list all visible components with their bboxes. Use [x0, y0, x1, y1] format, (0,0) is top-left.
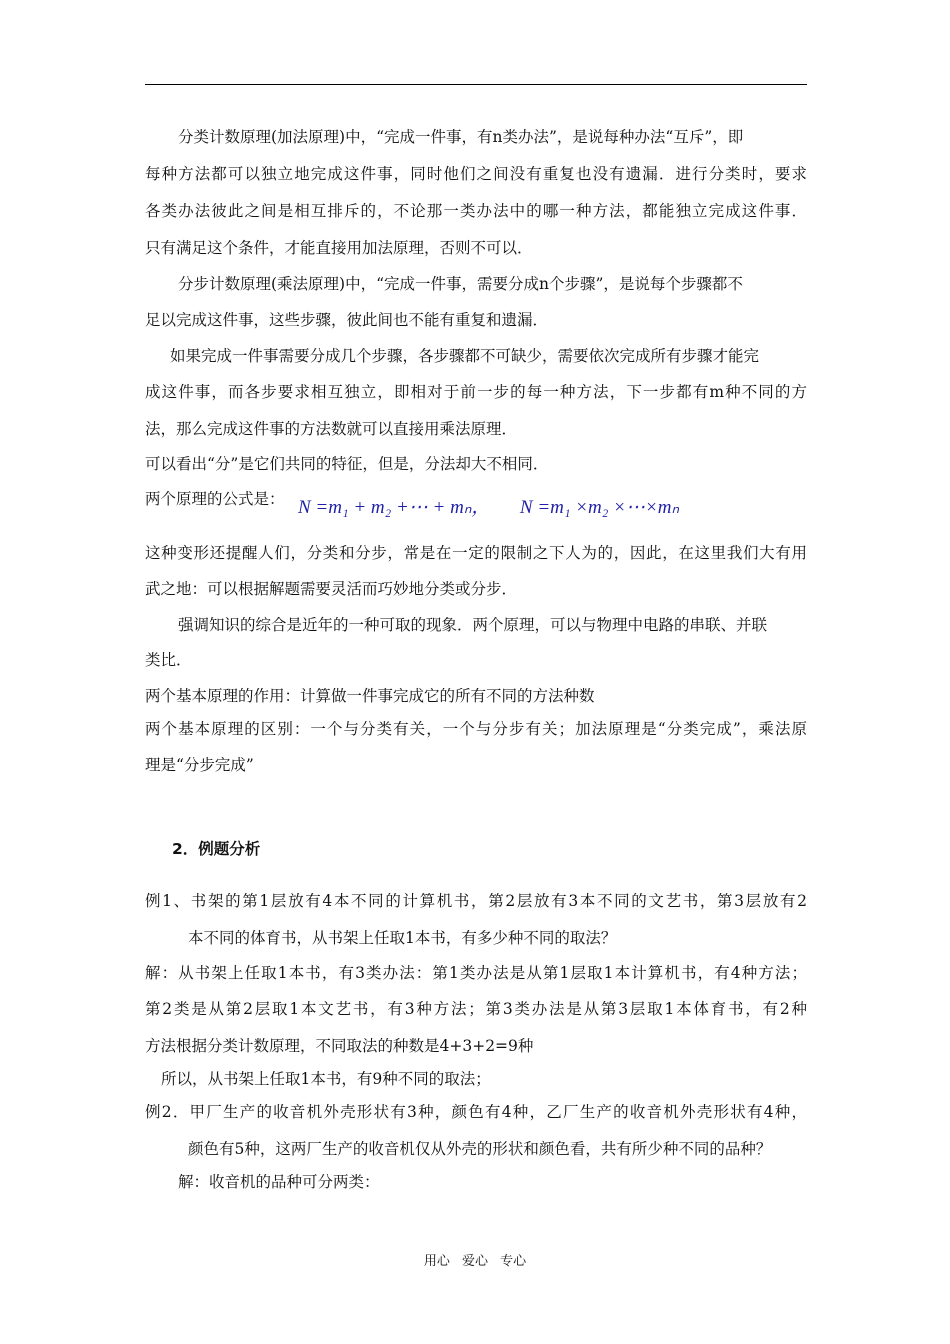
example-1-solution: 第2类是从第2层取1本文艺书，有3种方法；第3类办法是从第3层取1本体育书，有2种: [145, 1000, 807, 1018]
formula-label: 两个原理的公式是：: [145, 490, 285, 508]
page-footer: 用心 爱心 专心: [423, 1254, 527, 1269]
text-line: 成这件事，而各步要求相互独立，即相对于前一步的每一种方法，下一步都有m种不同的方: [145, 383, 807, 401]
header-rule: [145, 84, 807, 85]
text-line: 法，那么完成这件事的方法数就可以直接用乘法原理．: [145, 420, 518, 438]
example-2-solution: 解：收音机的品种可分两类：: [178, 1173, 380, 1191]
text-line: 分类计数原理(加法原理)中，“完成一件事，有n类办法”，是说每种办法“互斥”，即: [178, 128, 744, 146]
text-line: 可以看出“分”是它们共同的特征，但是，分法却大不相同．: [145, 455, 549, 473]
formula: [298, 492, 679, 519]
text-line: 分步计数原理(乘法原理)中，“完成一件事，需要分成n个步骤”，是说每个步骤都不: [178, 275, 743, 293]
text-line: 两个基本原理的作用：计算做一件事完成它的所有不同的方法种数: [145, 687, 595, 705]
text-line: 各类办法彼此之间是相互排斥的，不论那一类办法中的哪一种方法，都能独立完成这件事．: [145, 202, 807, 220]
example-1-solution: 所以，从书架上任取1本书，有9种不同的取法；: [161, 1070, 491, 1088]
example-2-question: 例2．甲厂生产的收音机外壳形状有3种，颜色有4种，乙厂生产的收音机外壳形状有4种，: [145, 1103, 807, 1121]
example-1-solution: 方法根据分类计数原理，不同取法的种数是4+3+2=9种: [145, 1037, 534, 1055]
example-2-question: 颜色有5种，这两厂生产的收音机仅从外壳的形状和颜色看，共有所少种不同的品种？: [188, 1140, 772, 1158]
text-line: 每种方法都可以独立地完成这件事，同时他们之间没有重复也没有遗漏．进行分类时，要求: [145, 165, 807, 183]
text-line: 强调知识的综合是近年的一种可取的现象．两个原理，可以与物理中电路的串联、并联: [178, 616, 768, 634]
text-line: 类比．: [145, 651, 192, 669]
text-line: 武之地：可以根据解题需要灵活而巧妙地分类或分步．: [145, 580, 518, 598]
text-line: 只有满足这个条件，才能直接用加法原理，否则不可以．: [145, 239, 533, 257]
formula-addition: N =m₁ + m₂ +⋯ + mₙ，: [298, 497, 491, 518]
text-line: 如果完成一件事需要分成几个步骤，各步骤都不可缺少，需要依次完成所有步骤才能完: [170, 347, 760, 365]
text-line: 两个基本原理的区别：一个与分类有关，一个与分步有关；加法原理是“分类完成”，乘法原: [145, 720, 807, 738]
text-line: 理是“分步完成”: [145, 756, 254, 774]
section-heading: 2．例题分析: [172, 840, 261, 858]
text-line: 这种变形还提醒人们，分类和分步，常是在一定的限制之下人为的，因此，在这里我们大有用: [145, 544, 807, 562]
example-1-question: 本不同的体育书，从书架上任取1本书，有多少种不同的取法？: [188, 929, 617, 947]
text-line: 足以完成这件事，这些步骤，彼此间也不能有重复和遗漏．: [145, 311, 549, 329]
example-1-solution: 解：从书架上任取1本书，有3类办法：第1类办法是从第1层取1本计算机书，有4种方法；: [145, 964, 807, 982]
example-1-question: 例1、书架的第1层放有4本不同的计算机书，第2层放有3本不同的文艺书，第3层放有2: [145, 892, 807, 910]
formula-multiplication: N =m₁ ×m₂ ×⋯×mₙ: [519, 497, 680, 518]
